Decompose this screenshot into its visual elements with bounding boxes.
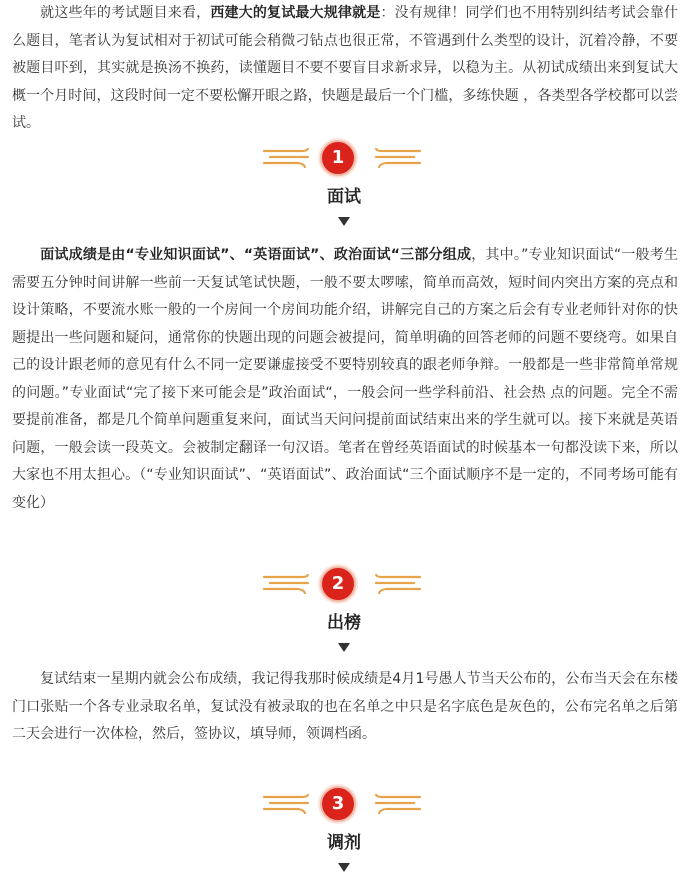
section-title: 调剂 [327, 833, 361, 853]
intro-lead: 就这些年的考试题目来看， [40, 5, 211, 21]
section-title: 出榜 [327, 613, 361, 633]
section-2-body: 复试结束一星期内就会公布成绩，我记得我那时候成绩是4月1号愚人节当天公布的，公布当天会在东楼门口张贴一个各专业录取名单，复试没有被录取的也在名单之中只是名字底色是灰色的，公布完名单之后第二天会进行一次体检，然后，签协议，填导师，领调档函。 [12, 671, 678, 742]
cloud-scroll-ornament-icon [262, 792, 312, 816]
intro-bold: 西建大的复试最大规律就是 [210, 5, 381, 21]
intro-paragraph [12, 0, 678, 138]
section-1-paragraph [12, 242, 678, 517]
cloud-scroll-ornament-icon [372, 792, 422, 816]
section-number-badge: 2 [320, 566, 356, 602]
section-title: 面试 [327, 187, 361, 207]
section-1-body: ，其中。”专业知识面试“一般考生需要五分钟时间讲解一些前一天复试笔试快题，一般不要太啰嗦，简单而高效，短时间内突出方案的亮点和设计策略，不要流水账一般的一个房间一个房间功能介绍，讲解完自己的方案之后会有专业老师针对你的快题提出一些问题和疑问，通常你的快题出现的问题会被提问，简单明确的回答老师的问题不要绕弯。如果自己的设计跟老师的意见有什么不同一定要谦虚接受不要特别较真的跟老师争辩。一般都是一些非常简单常规的问题。”专业面试“完了接下来可能会是”政治面试“，一般会问一些学科前沿、社会热 点的问题。完全不需要提前准备，都是几个简单问题重复来问，面试当天问问提前面试结束出来的学生就可以。接下来就是英语问题，一般会读一段英文。会被制定翻译一句汉语。笔者在曾经英语面试的时候基本一句都没读下来，所以大家也不用太担心。（“专业知识面试”、“英语面试”、政治面试“三个面试顺序不是一定的，不同考场可能有变化） [12, 247, 678, 511]
down-triangle-icon [338, 217, 350, 226]
cloud-scroll-ornament-icon [372, 572, 422, 596]
section-number-badge: 3 [320, 786, 356, 822]
down-triangle-icon [338, 863, 350, 872]
cloud-scroll-ornament-icon [262, 146, 312, 170]
section-2-header [0, 566, 688, 652]
cloud-scroll-ornament-icon [262, 572, 312, 596]
section-number-badge: 1 [320, 140, 356, 176]
section-1-header [0, 140, 688, 226]
section-3-header [0, 786, 688, 872]
intro-rest: ：没有规律！同学们也不用特别纠结考试会靠什么题目，笔者认为复试相对于初试可能会稍微刁钻点也很正常，不管遇到什么类型的设计，沉着冷静，不要被题目吓到，其实就是换汤不换药，读懂题目不要不要盲目求新求异，以稳为主。从初试成绩出来到复试大概一个月时间，这段时间一定不要松懈开眼之路，快题是最后一个门槛，多练快题 ，各类型各学校都可以尝试。 [12, 5, 679, 131]
cloud-scroll-ornament-icon [372, 146, 422, 170]
section-2-paragraph [12, 666, 678, 749]
down-triangle-icon [338, 643, 350, 652]
section-1-bold: 面试成绩是由“专业知识面试”、“英语面试”、政治面试“三部分组成 [40, 247, 472, 263]
